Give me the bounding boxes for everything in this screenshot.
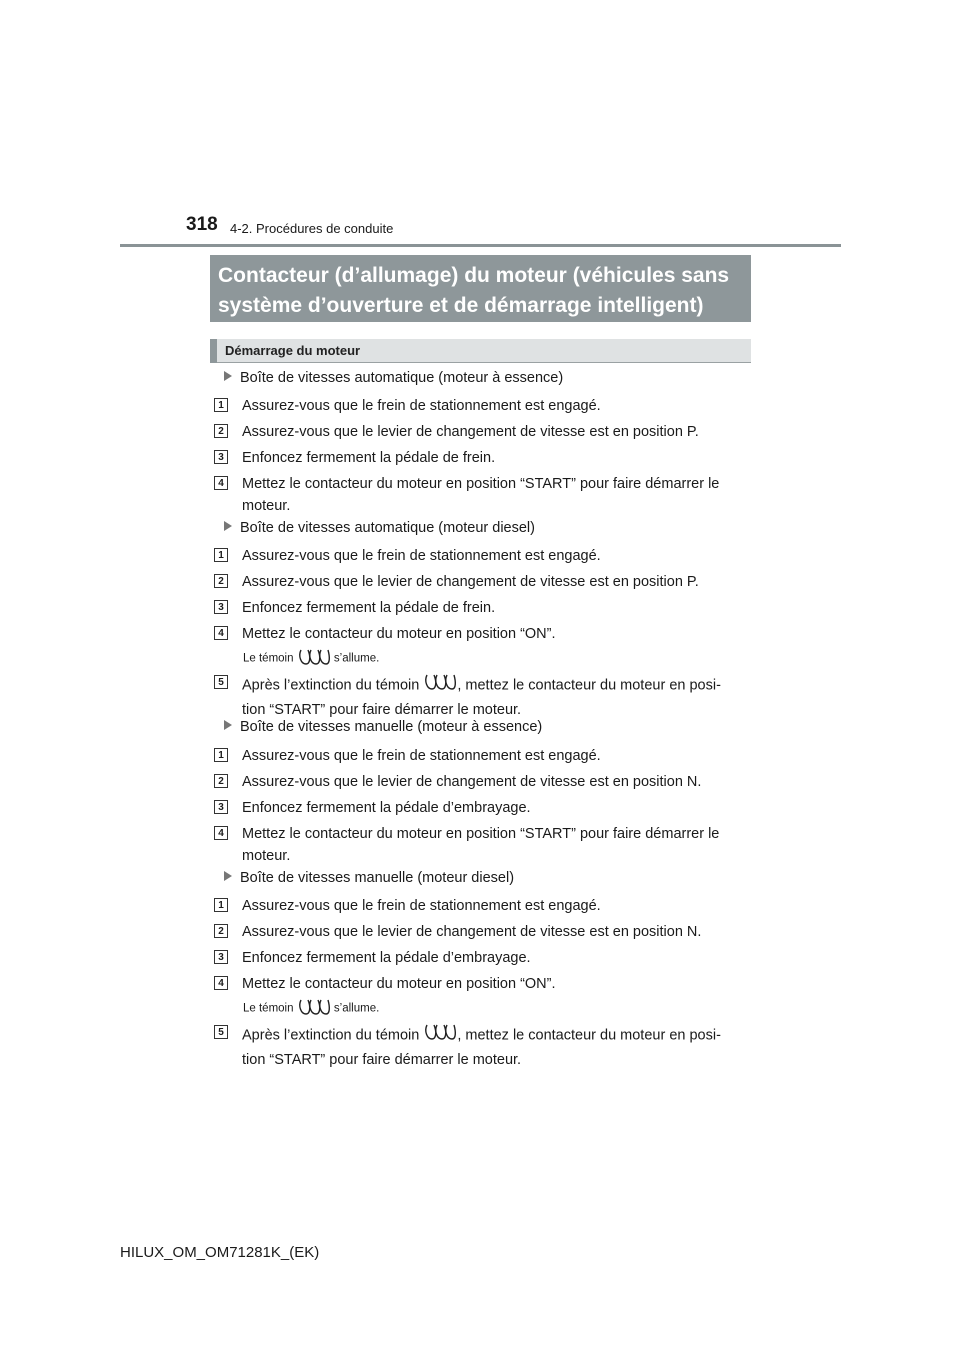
subsection-heading: Boîte de vitesses manuelle (moteur à essence) (224, 719, 542, 735)
step-text: Mettez le contacteur du moteur en position “START” pour faire démarrer le moteur. (242, 476, 720, 514)
step-text: Enfoncez fermement la pédale d’embrayage. (242, 950, 531, 966)
step-text: Enfoncez fermement la pédale d’embrayage. (242, 800, 531, 816)
step-text: Assurez-vous que le levier de changement de vitesse est en position N. (242, 774, 702, 790)
step-number: 3 (214, 450, 228, 464)
step-text: Assurez-vous que le levier de changement de vitesse est en position N. (242, 924, 702, 940)
step-number: 2 (214, 774, 228, 788)
step-note: Le témoin s’allume. (243, 647, 379, 670)
step-number: 1 (214, 548, 228, 562)
step-number: 5 (214, 1025, 228, 1039)
triangle-bullet-icon (224, 871, 232, 881)
step-text: Assurez-vous que le levier de changement de vitesse est en position P. (242, 574, 699, 590)
step-number: 5 (214, 675, 228, 689)
step-number: 4 (214, 476, 228, 490)
page-number: 318 (186, 214, 218, 235)
step-number: 1 (214, 398, 228, 412)
glow-plug-indicator-icon (423, 672, 457, 699)
step-number: 2 (214, 574, 228, 588)
document-code: HILUX_OM_OM71281K_(EK) (120, 1244, 320, 1261)
step-number: 2 (214, 424, 228, 438)
triangle-bullet-icon (224, 371, 232, 381)
subsection-heading: Boîte de vitesses manuelle (moteur diesel) (224, 870, 514, 886)
step-number: 2 (214, 924, 228, 938)
step-text: Mettez le contacteur du moteur en position “START” pour faire démarrer le moteur. (242, 826, 720, 864)
step-text: Assurez-vous que le frein de stationnement est engagé. (242, 398, 601, 414)
triangle-bullet-icon (224, 720, 232, 730)
page-title-line-2: système d’ouverture et de démarrage intelligent) (218, 294, 704, 317)
step-text: Enfoncez fermement la pédale de frein. (242, 450, 496, 466)
chapter-title: 4-2. Procédures de conduite (230, 221, 394, 236)
step-text: Mettez le contacteur du moteur en position “ON”. (242, 976, 556, 992)
step-number: 1 (214, 748, 228, 762)
section-heading-label: Démarrage du moteur (225, 343, 361, 358)
glow-plug-indicator-icon (423, 1022, 457, 1049)
step-text: Après l’extinction du témoin , mettez le contacteur du moteur en posi- tion “START” pour faire démarrer le moteur. (242, 1022, 752, 1071)
step-number: 1 (214, 898, 228, 912)
step-number: 4 (214, 976, 228, 990)
step-number: 4 (214, 826, 228, 840)
step-text: Assurez-vous que le frein de stationnement est engagé. (242, 898, 601, 914)
page-title-line-1: Contacteur (d’allumage) du moteur (véhicules sans (218, 264, 730, 287)
step-text: Assurez-vous que le frein de stationnement est engagé. (242, 548, 601, 564)
step-text: Enfoncez fermement la pédale de frein. (242, 600, 496, 616)
glow-plug-indicator-icon (297, 997, 331, 1020)
subsection-heading: Boîte de vitesses automatique (moteur diesel) (224, 520, 535, 536)
step-text: Assurez-vous que le frein de stationnement est engagé. (242, 748, 601, 764)
step-number: 4 (214, 626, 228, 640)
step-number: 3 (214, 950, 228, 964)
step-text: Assurez-vous que le levier de changement de vitesse est en position P. (242, 424, 699, 440)
step-number: 3 (214, 600, 228, 614)
step-text: Mettez le contacteur du moteur en position “ON”. (242, 626, 556, 642)
step-text: Après l’extinction du témoin , mettez le contacteur du moteur en posi- tion “START” pour faire démarrer le moteur. (242, 672, 752, 721)
step-note: Le témoin s’allume. (243, 997, 379, 1020)
triangle-bullet-icon (224, 521, 232, 531)
glow-plug-indicator-icon (297, 647, 331, 670)
subsection-heading: Boîte de vitesses automatique (moteur à essence) (224, 370, 563, 386)
step-number: 3 (214, 800, 228, 814)
